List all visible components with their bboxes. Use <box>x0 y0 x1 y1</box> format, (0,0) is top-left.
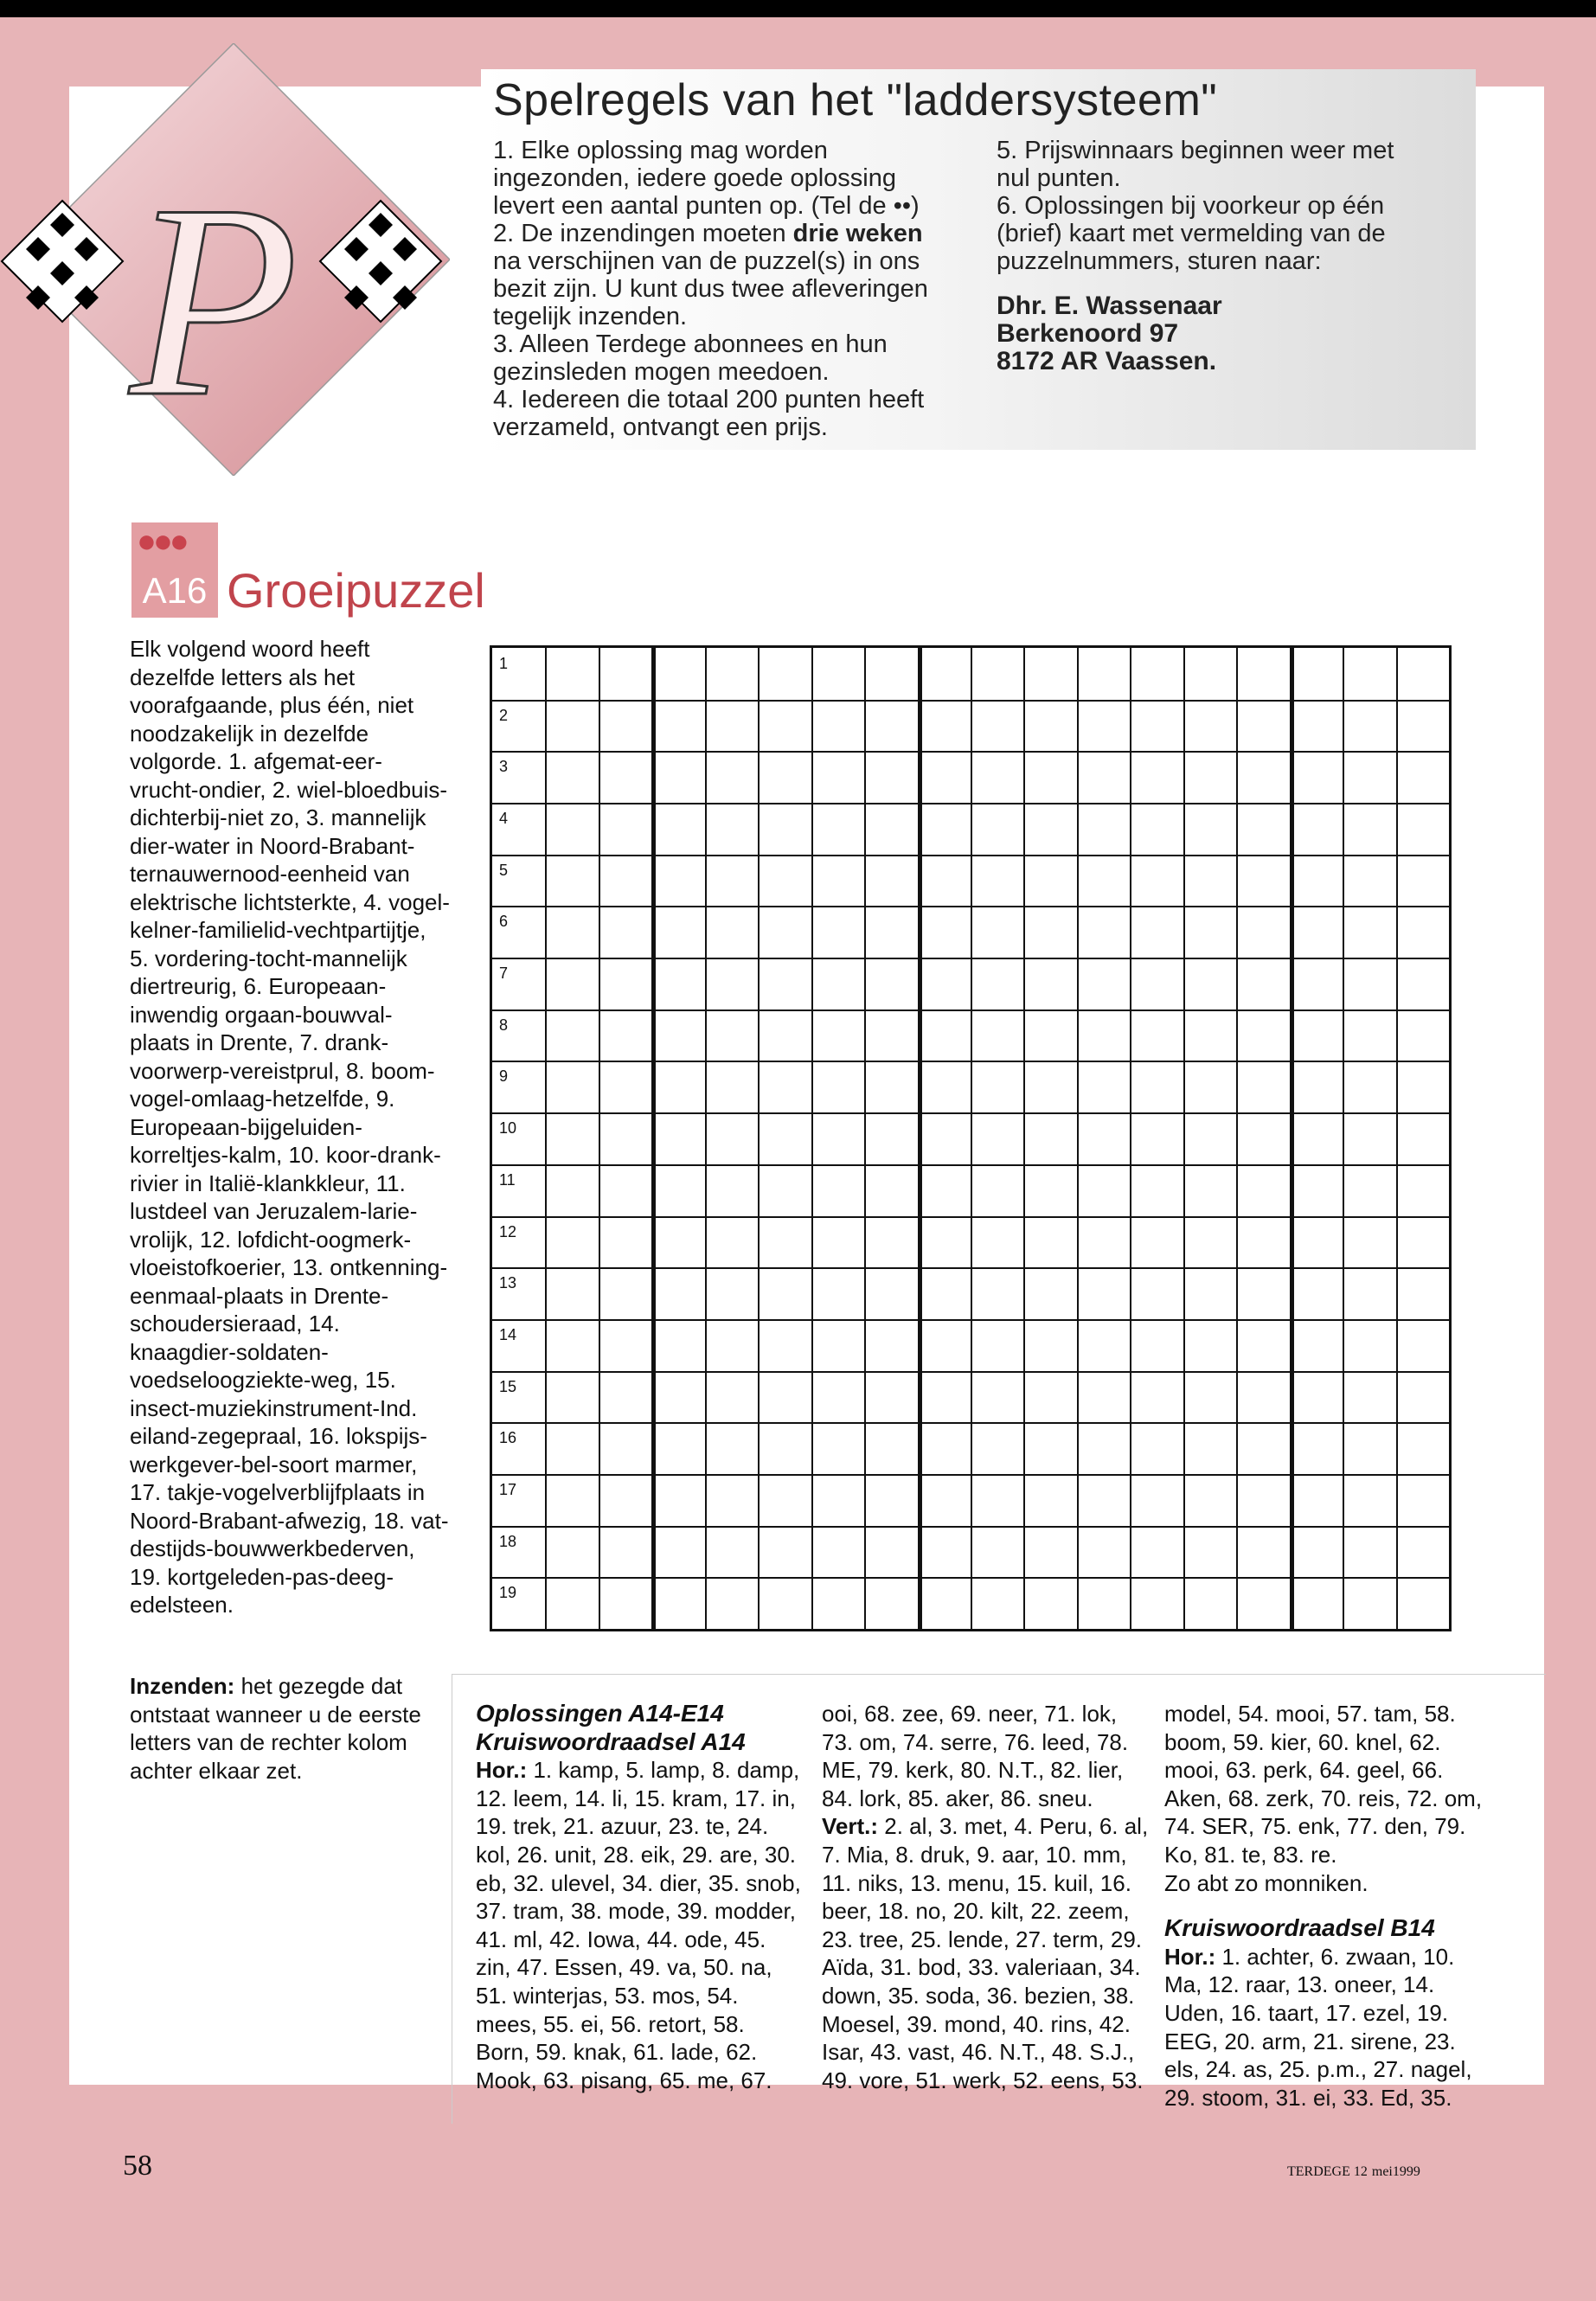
solution-a14-vertical-cont: model, 54. mooi, 57. tam, 58. boom, 59. kier, 60. knel, 62. mooi, 63. perk, 64. geel, 66. Aken, 68. zerk, 70. reis, 72. om, 74. SER, 75. enk, 77. den, 79. Ko, 81. te, 83. re. <box>1164 1701 1483 1868</box>
solution-b14-horizontal: Hor.: 1. achter, 6. zwaan, 10. Ma, 12. raar, 13. oneer, 14. Uden, 16. taart, 17. ezel, 19. EEG, 20. arm, 21. sirene, 23. els, 24. as, 25. p.m., 27. nagel, 29. stoom, 31. ei, 33. Ed, 35. <box>1164 1943 1472 2111</box>
grid-row-line <box>492 700 1449 702</box>
solution-b14-heading: Kruiswoordraadsel B14 <box>1164 1914 1435 1942</box>
grid-row-number: 6 <box>499 913 509 931</box>
grid-column-line <box>918 648 922 1629</box>
grid-row-line <box>492 1009 1449 1011</box>
puzzle-logo-icon <box>0 43 450 476</box>
grid-row-number: 1 <box>499 655 509 672</box>
rule-4: 4. Iedereen die totaal 200 punten heeft verzameld, ontvangt een prijs. <box>493 386 925 441</box>
difficulty-dots: ●●● <box>137 523 186 560</box>
grid-row-number: 8 <box>499 1016 509 1034</box>
grid-column-line <box>1077 648 1079 1629</box>
grid-row-line <box>492 1216 1449 1218</box>
grid-row-number: 14 <box>499 1325 517 1343</box>
grid-row-line <box>492 958 1449 959</box>
page-number: 58 <box>123 2150 152 2182</box>
grid-column-line <box>811 648 813 1629</box>
grid-column-line <box>705 648 707 1629</box>
grid-column-line <box>1396 648 1398 1629</box>
section-divider <box>452 1674 1546 1675</box>
grid-row-line <box>492 855 1449 856</box>
grid-row-line <box>492 1267 1449 1269</box>
grid-column-line <box>1343 648 1344 1629</box>
grid-row-line <box>492 751 1449 753</box>
grid-row-number: 7 <box>499 965 509 983</box>
rule-6: 6. Oplossingen bij voorkeur op één (brief) kaart met vermelding van de puzzelnummers, sturen naar: <box>997 192 1386 275</box>
submit-instructions <box>130 1672 433 1785</box>
puzzle-grid[interactable] <box>490 645 1452 1631</box>
solution-a14-horizontal: Hor.: 1. kamp, 5. lamp, 8. damp, 12. leem, 14. li, 15. kram, 17. in, 19. trek, 21. azuur, 23. te, 24. kol, 26. unit, 28. eik, 29. are, 30. eb, 32. ulevel, 34. dier, 35. snob, 37. tram, 38. mode, 39. modder, 41. ml, 42. Iowa, 44. ode, 45. zin, 47. Essen, 49. va, 50. na, 51. winterjas, 53. mos, 54. mees, 55. ei, 56. retort, 58. Born, 59. knak, 61. lade, 62. Mook, 63. pisang, 65. me, 67. <box>476 1757 801 2093</box>
grid-row-number: 16 <box>499 1429 517 1447</box>
magazine-footer: TERDEGE 12 mei1999 <box>1287 2164 1420 2179</box>
grid-row-number: 3 <box>499 758 509 776</box>
rule-5: 5. Prijswinnaars beginnen weer met nul punten. <box>997 137 1394 192</box>
grid-row-number: 13 <box>499 1274 517 1292</box>
grid-row-line <box>492 1319 1449 1321</box>
solution-a14-saying: Zo abt zo monniken. <box>1164 1869 1368 1896</box>
solution-a14-heading: Kruiswoordraadsel A14 <box>476 1727 746 1755</box>
grid-column-line <box>1130 648 1131 1629</box>
rule-1: 1. Elke oplossing mag worden ingezonden, iedere goede oplossing levert een aantal punten op. (Tel de ••) <box>493 137 920 220</box>
grid-column-line <box>971 648 972 1629</box>
grid-row-number: 2 <box>499 706 509 724</box>
submit-text: het gezegde dat ontstaat wanneer u de eerste letters van de rechter kolom achter elkaar zet. <box>130 1673 421 1784</box>
logo-letter: P <box>130 148 299 454</box>
grid-column-line <box>1023 648 1025 1629</box>
grid-column-line <box>1290 648 1294 1629</box>
grid-row-line <box>492 1577 1449 1579</box>
grid-row-line <box>492 803 1449 804</box>
solution-a14-horizontal-cont: ooi, 68. zee, 69. neer, 71. lok, 73. om, 74. serre, 76. leed, 78. ME, 79. kerk, 80. N.T., 82. lier, 84. lork, 85. aker, 86. sneu. <box>822 1701 1129 1811</box>
grid-row-line <box>492 1112 1449 1114</box>
solutions-column-1 <box>476 1700 804 2094</box>
grid-column-line <box>651 648 656 1629</box>
grid-row-number: 19 <box>499 1584 517 1602</box>
grid-row-line <box>492 1526 1449 1528</box>
grid-row-line <box>492 1061 1449 1062</box>
solutions-heading: Oplossingen A14-E14 <box>476 1700 724 1727</box>
grid-row-number: 18 <box>499 1532 517 1550</box>
grid-column-line <box>1183 648 1185 1629</box>
puzzle-intro: Elk volgend woord heeft dezelfde letters als het voorafgaande, plus één, niet noodzakelijk in dezelfde volgorde. <box>130 636 414 774</box>
rules-left-column <box>493 137 943 441</box>
grid-row-line <box>492 1371 1449 1373</box>
puzzle-clues: 1. afgemat-eer-vrucht-ondier, 2. wiel-bloedbuis-dichterbij-niet zo, 3. mannelijk dier-water in Noord-Brabant-ternauwernood-eenheid van elektrische lichtsterkte, 4. vogel-kelner-familielid-vechtpartijtje, 5. vordering-tocht-mannelijk diertreurig, 6. Europeaan-inwendig orgaan-bouwval-plaats in Drente, 7. drank-voorwerp-vereistprul, 8. boom-vogel-omlaag-hetzelfde, 9. Europeaan-bijgeluiden-korreltjes-kalm, 10. koor-drank-rivier in Italië-klankkleur, 11. lustdeel van Jeruzalem-larie-vrolijk, 12. lofdicht-oogmerk-vloeistofkoerier, 13. ontkenning-eenmaal-plaats in Drente-schoudersieraad, 14. knaagdier-soldaten-voedseloogziekte-weg, 15. insect-muziekinstrument-Ind. eiland-zegepraal, 16. lokspijs-werkgever-bel-soort marmer, 17. takje-vogelverblijfplaats in Noord-Brabant-afwezig, 18. vat-destijds-bouwwerkbederven, 19. kortgeleden-pas-deeg-edelsteen. <box>130 748 450 1618</box>
puzzle-instructions <box>130 635 450 1619</box>
grid-column-line <box>599 648 600 1629</box>
address-street: Berkenoord 97 <box>997 319 1179 348</box>
grid-row-number: 15 <box>499 1377 517 1395</box>
address-block <box>997 292 1429 375</box>
footer-band <box>0 2085 1596 2301</box>
rules-title: Spelregels van het "laddersysteem" <box>493 75 1218 125</box>
solution-a14-vertical: Vert.: 2. al, 3. met, 4. Peru, 6. al, 7. Mia, 8. druk, 9. aar, 10. mm, 11. niks, 13. menu, 15. kuil, 16. beer, 18. no, 20. kilt, 22. zeem, 23. tree, 25. lende, 27. term, 29. Aïda, 31. bod, 33. valeriaan, 34. down, 35. soda, 36. bezien, 38. Moesel, 39. mond, 40. rins, 42. Isar, 43. vast, 46. N.T., 48. S.J., 49. vore, 51. werk, 52. eens, 53. <box>822 1813 1149 2093</box>
grid-row-number: 9 <box>499 1067 509 1086</box>
grid-column-line <box>864 648 866 1629</box>
grid-row-number: 5 <box>499 861 509 879</box>
grid-column-line <box>758 648 760 1629</box>
rule-3: 3. Alleen Terdege abonnees en hun gezinsleden mogen meedoen. <box>493 330 888 386</box>
grid-row-line <box>492 1474 1449 1476</box>
address-city: 8172 AR Vaassen. <box>997 347 1217 375</box>
solutions-column-3 <box>1164 1700 1493 2112</box>
solutions-column-2 <box>822 1700 1151 2094</box>
puzzle-title: Groeipuzzel <box>227 563 485 618</box>
rules-right-column <box>997 137 1429 375</box>
grid-row-number: 17 <box>499 1480 517 1498</box>
grid-column-line <box>545 648 547 1629</box>
grid-row-number: 11 <box>499 1170 516 1189</box>
puzzle-code: A16 <box>142 570 208 611</box>
grid-row-number: 12 <box>499 1222 517 1240</box>
address-name: Dhr. E. Wassenaar <box>997 292 1222 320</box>
right-margin-band <box>1544 17 1596 2301</box>
grid-row-line <box>492 906 1449 907</box>
submit-label: Inzenden: <box>130 1673 235 1699</box>
top-border <box>0 0 1596 17</box>
grid-row-number: 4 <box>499 810 509 828</box>
grid-row-line <box>492 1422 1449 1424</box>
grid-row-line <box>492 1164 1449 1166</box>
rule-2: 2. De inzendingen moeten drie weken na verschijnen van de puzzel(s) in ons bezit zijn. U kunt dus twee afleveringen tegelijk inzenden. <box>493 220 928 330</box>
grid-column-line <box>1236 648 1238 1629</box>
grid-row-number: 10 <box>499 1119 517 1138</box>
